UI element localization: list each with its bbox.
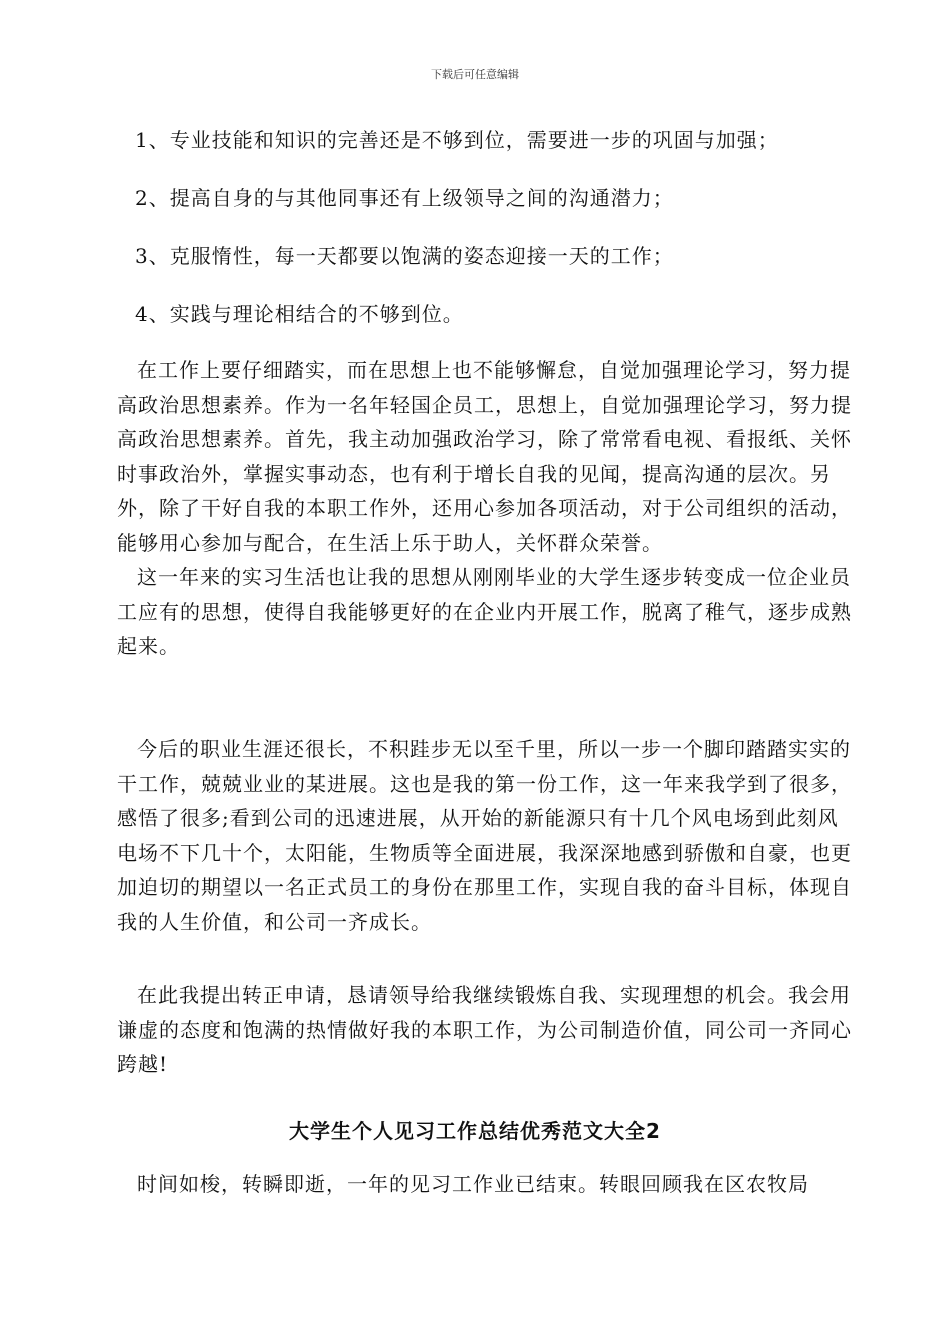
list-item-4: 4、实践与理论相结合的不够到位。 bbox=[135, 302, 464, 326]
list-item-3: 3、克服惰性，每一天都要以饱满的姿态迎接一天的工作； bbox=[135, 244, 674, 268]
paragraph-5: 时间如梭，转瞬即逝，一年的见习工作业已结束。转眼回顾我在区农牧局 bbox=[137, 1172, 809, 1196]
page-header: 下载后可任意编辑 bbox=[431, 68, 519, 81]
paragraph-1-block bbox=[117, 353, 857, 560]
paragraph-2-block bbox=[117, 560, 857, 664]
paragraph-4: 在此我提出转正申请，恳请领导给我继续锻炼自我、实现理想的机会。我会用谦虚的态度和饱满的热情做好我的本职工作，为公司制造价值，同公司一齐同心跨越! bbox=[117, 983, 852, 1076]
list-item-1: 1、专业技能和知识的完善还是不够到位，需要进一步的巩固与加强； bbox=[135, 128, 779, 152]
paragraph-5-block bbox=[117, 1167, 857, 1202]
section-title: 大学生个人见习工作总结优秀范文大全2 bbox=[289, 1119, 661, 1143]
paragraph-3: 今后的职业生涯还很长，不积跬步无以至千里，所以一步一个脚印踏踏实实的干工作，兢兢业业的某进展。这也是我的第一份工作，这一年来我学到了很多，感悟了很多;看到公司的迅速进展，从开始的新能源只有十几个风电场到此刻风电场不下几十个，太阳能，生物质等全面进展，我深深地感到骄傲和自豪，也更加迫切的期望以一名正式员工的身份在那里工作，实现自我的奋斗目标，体现自我的人生价值，和公司一齐成长。 bbox=[117, 737, 852, 934]
paragraph-3-block bbox=[117, 732, 857, 939]
paragraph-1: 在工作上要仔细踏实，而在思想上也不能够懈怠，自觉加强理论学习，努力提高政治思想素养。作为一名年轻国企员工，思想上，自觉加强理论学习，努力提高政治思想素养。首先，我主动加强政治学习，除了常常看电视、看报纸、关怀时事政治外，掌握实事动态，也有利于增长自我的见闻，提高沟通的层次。另外，除了干好自我的本职工作外，还用心参加各项活动，对于公司组织的活动，能够用心参加与配合，在生活上乐于助人，关怀群众荣誉。 bbox=[117, 358, 852, 555]
paragraph-2: 这一年来的实习生活也让我的思想从刚刚毕业的大学生逐步转变成一位企业员工应有的思想，使得自我能够更好的在企业内开展工作，脱离了稚气，逐步成熟起来。 bbox=[117, 565, 852, 658]
list-item-2: 2、提高自身的与其他同事还有上级领导之间的沟通潜力； bbox=[135, 186, 674, 210]
paragraph-4-block bbox=[117, 978, 857, 1082]
